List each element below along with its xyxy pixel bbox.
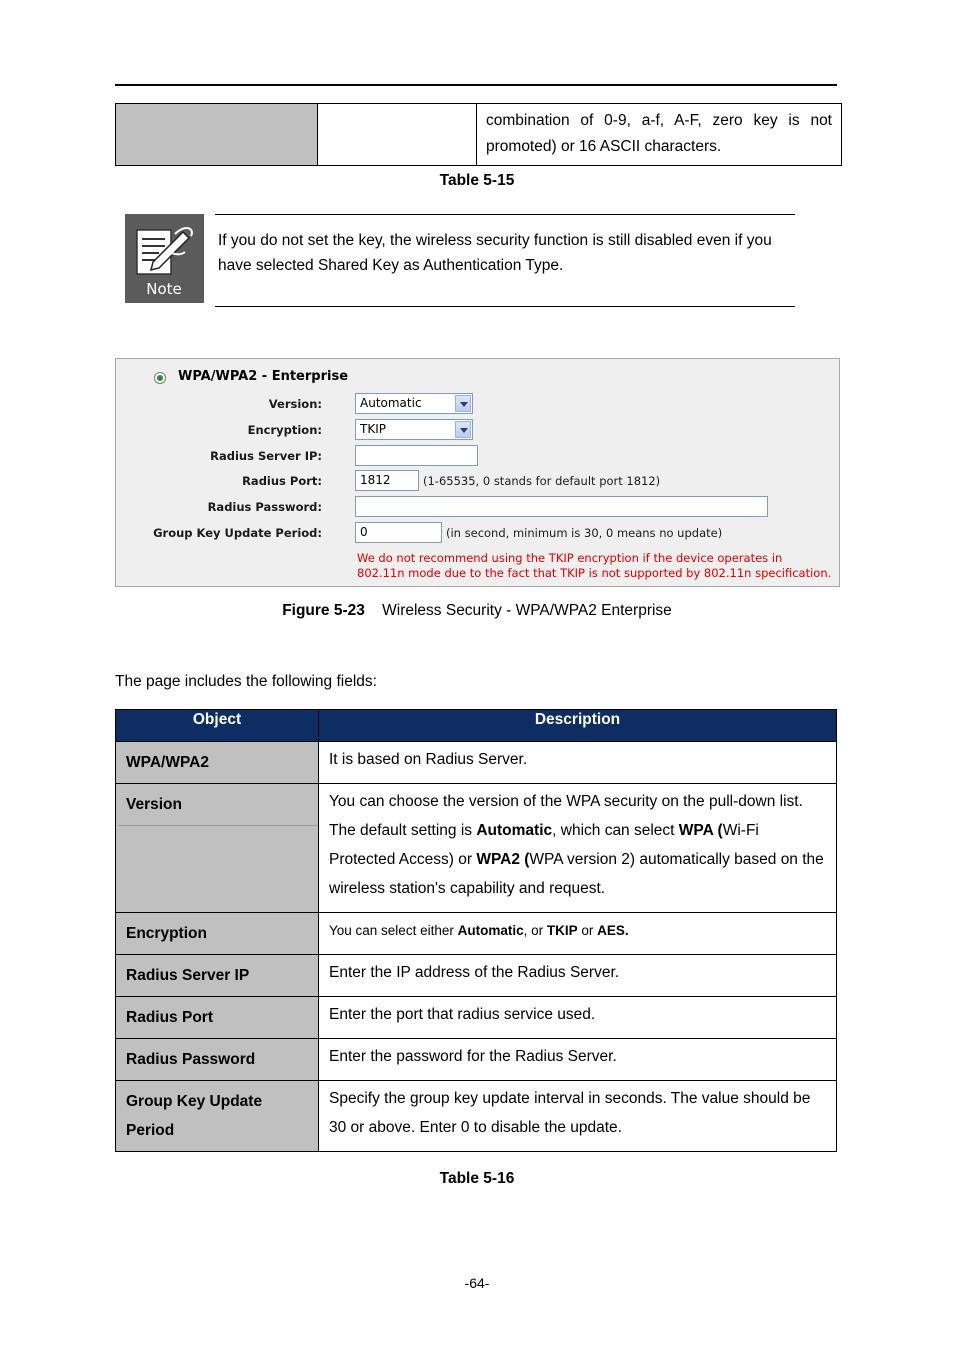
radius-password-input[interactable] [355,496,768,517]
desc-text: You can select either [329,923,458,938]
desc-text: , which can select [552,822,679,839]
desc-bold: Automatic [476,822,553,839]
desc-bold: TKIP [546,923,578,938]
note-icon-label: Note [146,280,182,298]
chevron-down-icon[interactable] [455,421,471,438]
figure-caption-number: Figure 5-23 [282,602,365,619]
encryption-label: Encryption: [247,423,322,437]
note-top-rule [215,214,795,215]
row-object: Radius Port [116,997,319,1039]
note-bottom-rule [215,306,795,307]
table-5-16-caption: Table 5-16 [439,1170,515,1187]
table-header-row [116,710,837,742]
version-select[interactable] [355,393,473,414]
row-object: Encryption [116,913,319,955]
table-row [116,742,837,784]
table-row [116,997,837,1039]
tkip-warning-line-2: 802.11n mode due to the fact that TKIP is not supported by 802.11n specification. [357,566,832,580]
figure-caption-text: Wireless Security - WPA/WPA2 Enterprise [382,602,672,619]
desc-text: or [577,923,598,938]
table-row [116,1039,837,1081]
chevron-down-icon[interactable] [455,395,471,412]
tkip-warning-line-1: We do not recommend using the TKIP encryption if the device operates in [357,551,783,565]
intro-text: The page includes the following fields: [115,673,377,690]
group-key-update-period-input[interactable]: 0 [355,522,442,543]
row-object: Group Key Update Period [116,1081,319,1152]
desc-bold: WPA ( [678,822,723,839]
note-icon [125,214,204,303]
wpa-enterprise-panel [115,358,840,587]
header-object: Object [116,710,319,742]
note-text: If you do not set the key, the wireless security function is still disabled even if you have selected Shared Key as Authentication Type. [218,232,772,274]
encryption-select[interactable] [355,419,473,440]
radius-password-label: Radius Password: [207,500,322,514]
row-object [116,784,319,913]
row-description: Specify the group key update interval in seconds. The value should be 30 or above. Enter 0 to disable the update. [319,1081,837,1152]
tkip-warning [357,551,831,581]
figure-caption [0,602,954,620]
cell-divider [118,825,318,826]
desc-text: Wi-Fi Protected Access) or [329,822,759,868]
wpa-enterprise-radio[interactable] [154,372,166,384]
row-object: Radius Server IP [116,955,319,997]
page-number: -64- [464,1275,490,1291]
table-cell-object [116,104,318,166]
desc-text: You can choose the version of the WPA security on the pull-down list. The default setting is [329,793,803,839]
desc-bold: WPA2 ( [476,851,530,868]
version-select-value: Automatic [360,396,422,410]
radius-server-ip-label: Radius Server IP: [210,449,322,463]
row-object-label: Version [126,796,182,813]
table-cell-description: combination of 0-9, a-f, A-F, zero key is not promoted) or 16 ASCII characters. [477,104,842,166]
table-cell-middle [318,104,477,166]
group-key-update-period-label: Group Key Update Period: [153,526,322,540]
table-row [116,1081,837,1152]
radius-port-hint: (1-65535, 0 stands for default port 1812) [423,474,661,488]
table-5-15-continuation [115,103,842,166]
radius-port-input[interactable]: 1812 [355,470,419,491]
header-rule [115,84,837,86]
row-description: It is based on Radius Server. [319,742,837,784]
row-description [319,913,837,955]
table-row [116,913,837,955]
row-description: Enter the IP address of the Radius Server. [319,955,837,997]
row-description: Enter the password for the Radius Server. [319,1039,837,1081]
row-description [319,784,837,913]
row-object: Radius Password [116,1039,319,1081]
table-5-16 [115,709,837,1152]
section-title: WPA/WPA2 - Enterprise [178,369,349,384]
row-object: WPA/WPA2 [116,742,319,784]
header-description: Description [319,710,837,742]
table-5-15-caption: Table 5-15 [439,172,515,189]
radius-server-ip-input[interactable] [355,445,478,466]
radius-port-label: Radius Port: [242,474,322,488]
row-description: Enter the port that radius service used. [319,997,837,1039]
desc-text: , or [523,923,547,938]
group-key-hint: (in second, minimum is 30, 0 means no update) [446,526,723,540]
table-row [116,955,837,997]
desc-bold: AES. [597,923,629,938]
desc-text: WPA version 2) automatically based on the wireless station's capability and request. [329,851,824,897]
desc-bold: Automatic [457,923,524,938]
table-row [116,784,837,913]
version-label: Version: [268,397,322,411]
encryption-select-value: TKIP [360,422,386,436]
